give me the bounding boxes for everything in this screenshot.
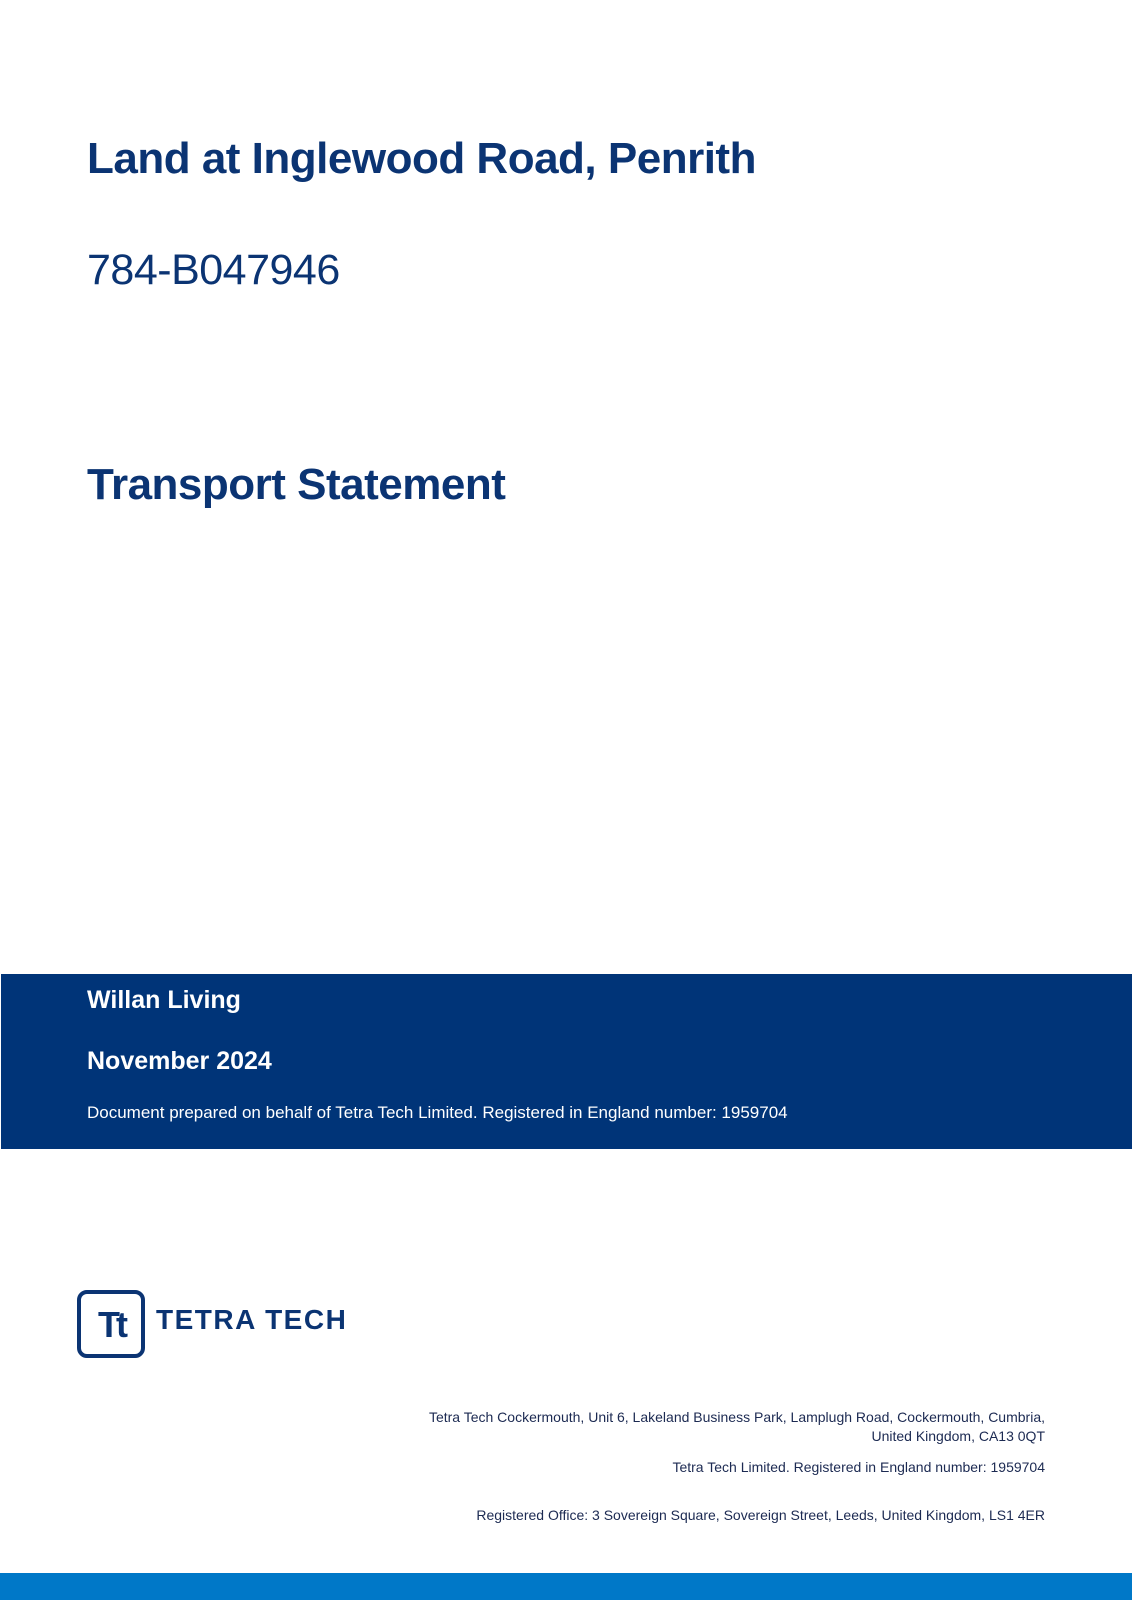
footer-color-bar: [0, 1573, 1132, 1600]
tetra-tech-tt-icon: [77, 1290, 145, 1358]
registration-number: Tetra Tech Limited. Registered in England number: 1959704: [672, 1459, 1045, 1475]
prepared-note: Document prepared on behalf of Tetra Tech Limited. Registered in England number: 1959704: [87, 1103, 788, 1122]
client-name: Willan Living: [87, 986, 241, 1014]
issue-date: November 2024: [87, 1047, 272, 1075]
project-number: 784-B047946: [87, 246, 340, 294]
registered-office: Registered Office: 3 Sovereign Square, Sovereign Street, Leeds, United Kingdom, LS1 4ER: [476, 1507, 1045, 1523]
logo-wordmark: TETRA TECH: [156, 1304, 348, 1335]
project-title: Land at Inglewood Road, Penrith: [87, 134, 756, 183]
logo-mark-letters: Tt: [98, 1304, 124, 1345]
address-line-1: Tetra Tech Cockermouth, Unit 6, Lakeland Business Park, Lamplugh Road, Cockermouth, Cumbria,: [428, 1409, 1045, 1425]
client-band: [1, 974, 1132, 1149]
office-address: [345, 1408, 1045, 1446]
document-type-title: Transport Statement: [87, 460, 506, 509]
address-line-2: United Kingdom, CA13 0QT: [871, 1428, 1045, 1444]
